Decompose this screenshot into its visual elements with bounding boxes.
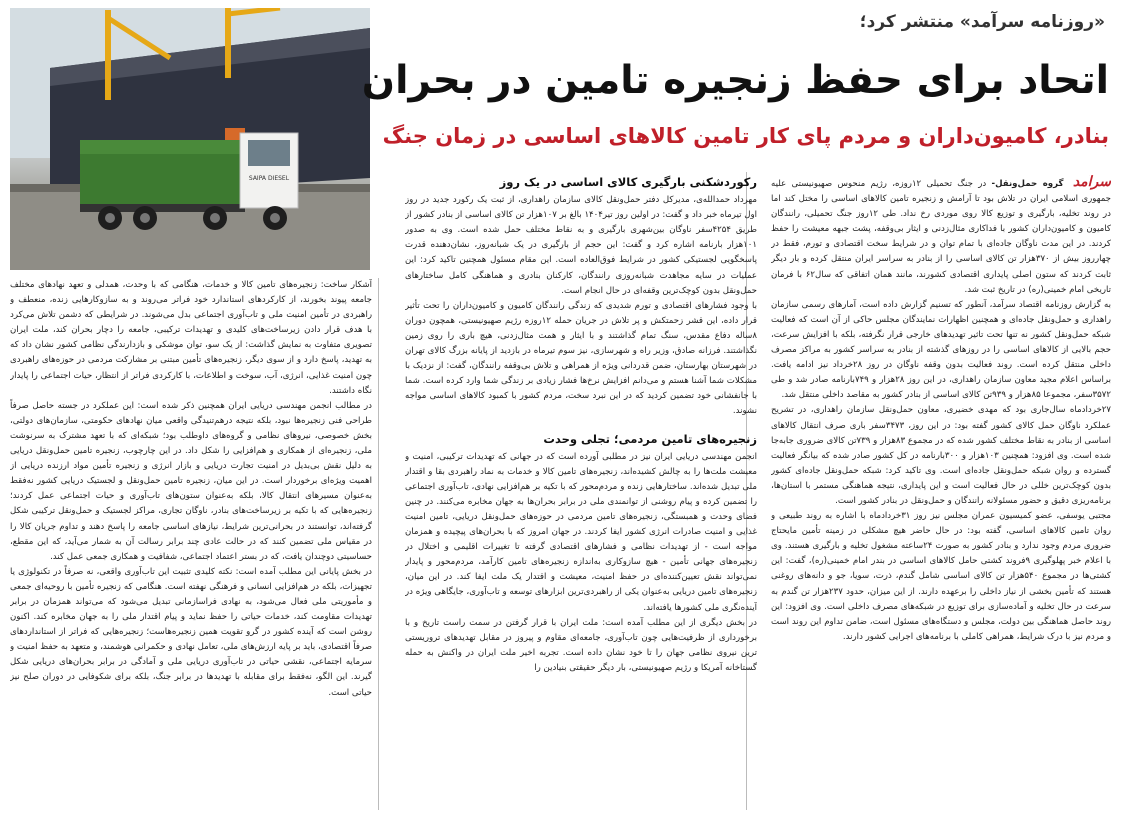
article-subheadline: بنادر، کامیون‌داران و مردم پای کار تامین کالاهای اساسی در زمان جنگ <box>382 124 1109 148</box>
paragraph: به گزارش روزنامه اقتصاد سرآمد، آنطور که تسنیم گزارش داده است، آمارهای رسمی سازمان راهداری و حمل‌ونقل جاده‌ای و همچنین اظهارات نمایندگان مجلس حاکی از آن است که فعالیت شبکه حمل‌ونقل کشور نه تنها تحت تاثیر تهدیدهای خارجی قرار نگرفته، بلکه با افزایش سرعت، حجم بالایی از کالاهای اساسی را در روزهای گذشته از بنادر به سراسر کشور به مراکز مصرف داخلی منتقل کرده است. روند فعالیت بدون وقفه ناوگان در روز ۲۸خرداد نیز ادامه یافت. براساس اعلام مجید معاون سازمان راهداری، در این روز ۲۸هزار و ۷۴۹بارنامه صادر شد و طی ۳۵۷۲سفر، مجموعا ۸۵هزار و ۹۳۹تن کالای اساسی از بنادر کشور به مقاصد داخلی منتقل شد. <box>771 299 1111 401</box>
lead-paragraph <box>771 175 1111 298</box>
paragraph: انجمن مهندسی دریایی ایران نیز در مطلبی آورده است که در جهانی که تهدیدات ترکیبی، امنیت و معیشت ملت‌ها را به چالش کشیده‌اند، زنجیره‌های تامین کالا و خدمات به نماد راهبردی بقا و اقتدار ملی تبدیل شده‌اند. ساختارهایی زنده و مردم‌محور که با تکیه بر هم‌افزایی نهادی، تاب‌آوری اجتماعی را تضمین کرده و پیام روشنی از توانمندی ملی در برابر بحران‌ها به جهان مخابره می‌کنند. در چنین فضای وحدت و همبستگی، زنجیره‌های تامین مردمی در حوزه‌های حمل‌ونقل دریایی، تامین امنیت غذایی و امنیت صادرات انرژی کشور ایفا کردند. در جهان امروز که با بحران‌های پیچیده و همزمان مواجه است - از تهدیدات نظامی و فشارهای اقتصادی گرفته تا تغییرات اقلیمی و اختلال در زنجیره‌های جهانی تأمین - هیچ سازوکاری به‌اندازه زنجیره‌های تامین کارآمد، مردم‌محور و پایدار نمی‌تواند نقش تعیین‌کننده‌ای در حفظ امنیت، معیشت و اقتدار یک ملت ایفا کند. در این میان، زنجیره‌های تامین دریایی به‌عنوان یکی از راهبردی‌ترین ابزارهای توسعه و تاب‌آوری، جایگاهی ویژه در آینده‌نگری ملی کشورها یافته‌اند. <box>405 451 757 613</box>
port-truck-photo <box>10 8 370 270</box>
article-column-1 <box>771 175 1111 815</box>
section-heading: زنجیره‌های تامین مردمی؛ تجلی وحدت <box>543 431 757 446</box>
paragraph: در بخش پایانی این مطلب آمده است: نکته کلیدی تثبیت این تاب‌آوری واقعی، نه صرفاً در تکنولوژی یا تجهیزات، بلکه در هم‌افزایی انسانی و فرهنگی نهفته است. هنگامی که زنجیره تأمین با روحیه‌ای جمعی و مأموریتی ملی فعال می‌شود، به نهادی فراسازمانی تبدیل می‌شود که می‌تواند همزمان در برابر تهدیدات مقاومت کند، خدمات حیاتی را حفظ نماید و پیام اقتدار ملی را به جهان مخابره کند. اکنون روشن است که آینده کشور در گرو تقویت همین زنجیره‌هاست؛ زنجیره‌هایی که فراتر از استانداردهای صرفاً اقتصادی، باید بر پایه ارزش‌های ملی، تعامل نهادی و حکمرانی هوشمند، و متعهد به حفظ امنیت و سرمایه اجتماعی، نقشی حیاتی در تاب‌آوری دریایی ملی و آمادگی در برابر بحران‌های دریایی شکل گیرند. این الگو، نه‌فقط برای مقابله با تهدیدها در برابر جنگ، بلکه برای شکوفایی در دوران صلح نیز حیاتی است. <box>10 566 372 698</box>
article-column-2 <box>405 175 757 815</box>
brand-logo-text: سرآمد <box>1072 175 1111 190</box>
truck-brand-text: SAIPA DIESEL <box>248 175 290 182</box>
paragraph: ۲۷خردادماه سال‌جاری بود که مهدی خضیری، معاون حمل‌ونقل سازمان راهداری، در تشریح عملکرد ناوگان حمل کالای کشور گفته بود: در این روز، ۳۴۷۳سفر باری صرف انتقال کالاهای اساسی از بنادر به نقاط مختلف کشور شده که در مجموع ۸۳هزار و ۷۳۹تن کالای ضروری جابه‌جا شده است. وی افزود: همچنین ۱۰۳هزار و ۳۰۰بارنامه در کل کشور صادر شده که بیانگر فعالیت گسترده و روان شبکه حمل‌ونقل جاده‌ای است. وی تاکید کرد: شبکه حمل‌ونقل جاده‌ای کشور بدون کوچک‌ترین خللی در حال فعالیت است و این پایداری، نتیجه هماهنگی مستمر با استان‌ها، برنامه‌ریزی دقیق و حضور مسئولانه رانندگان و حمل‌ونقل در بنادر کشور است. <box>771 405 1111 506</box>
article-headline: اتحاد برای حفظ زنجیره تامین در بحران <box>361 58 1109 103</box>
column-divider <box>378 278 379 810</box>
paragraph-text: در جنگ تحمیلی ۱۲روزه، رژیم منحوس صهیونیستی علیه جمهوری اسلامی ایران در تلاش بود تا آرامش و زنجیره تامین کالاهای اساسی را مختل کند اما در روند تخلیه، بارگیری و توزیع کالا روی موردی رخ نداد. طی ۱۲روز جنگ تحمیلی، رانندگان کامیون و کامیون‌داران کشور با فداکاری مثال‌زدنی و ایثار بی‌وقفه، پشت جبهه معیشت را حفظ کردند. در این مدت ناوگان جاده‌ای با تمام توان و در شرایط سخت اقتصادی و تورم، فقط در چهارروز بیش از ۳۷۰هزار تن کالای اساسی را از بنادر به سراسر ایران منتقل کرده و بار دیگر ثابت کردند که ستون اصلی پایداری اقتصادی کشورند، مانند همان اتفاقی که سال۶۲ با فرمان تاریخی امام خمینی(ره) در تاریخ ثبت شد. <box>771 179 1111 295</box>
paragraph: در مطالب انجمن مهندسی دریایی ایران همچنین ذکر شده است: این عملکرد در جسته حاصل صرفاً طراحی فنی زنجیره‌ها نبود، بلکه نتیجه درهم‌تنیدگی واقعی میان نهادهای حکومتی، سازمان‌های دولتی، بخش خصوصی، نیروهای نظامی و گروه‌های داوطلب بود؛ شبکه‌ای که با تعهد مشترک به سرنوشت ملی، زنجیره‌ای از همکاری و هم‌افزایی را شکل داد. در این چارچوب، زنجیره تامین حمل‌ونقل دریایی به دلیل نقش بی‌بدیل در امنیت تجارت دریایی و بازار انرژی و زنجیره تأمین مواد ارزنده دریایی از اهمیت ویژه‌ای برخوردار است. در این میان، زنجیره تامین حمل‌ونقل و لجستیک دریایی کشور نه‌فقط به‌عنوان مسیرهای انتقال کالا، بلکه به‌عنوان ستون‌های تاب‌آوری و حیات اجتماعی عمل کردند؛ زنجیره‌هایی که با تکیه بر زیرساخت‌های بنادر، ناوگان تجاری، مراکز لجستیک و حمل‌ونقل ترکیبی شکل گرفته‌اند، توانستند در بحرانی‌ترین شرایط، نیازهای اساسی جامعه را پاسخ دهند و تداوم جریان کالا را در مقیاس ملی تضمین کنند که در حالت عادی چند برابر رسالت آن به شمار می‌آید، که این مقطع، حساسیتی دوچندان یافت، که در بستر اعتماد اجتماعی، شفافیت و همکاری جمعی عمل کند. <box>10 400 372 562</box>
section-heading: رکوردشکنی بارگیری کالای اساسی در یک روز <box>499 175 757 189</box>
lead-label: گروه حمل‌ونقل- <box>991 179 1064 189</box>
article-column-3 <box>10 278 372 815</box>
paragraph: مجتبی یوسفی، عضو کمیسیون عمران مجلس نیز روز ۳۱خردادماه با اشاره به روند طبیعی و روان تامین کالاهای اساسی، گفته بود: در حال حاضر هیچ مشکلی در زمینه تأمین مایحتاج ضروری مردم وجود ندارد و بنادر کشور به صورت ۲۴ساعته مشغول تخلیه و بارگیری هستند. وی با اعلام خبر پهلوگیری ۹فروند کشتی حامل کالاهای اساسی در بندر امام خمینی(ره)، گفت: این کشتی‌ها در مجموع ۵۴۰هزار تن کالای اساسی شامل گندم، ذرت، سویا، جو و دانه‌های روغنی هستند که تأمین بخشی از نیاز داخلی را برعهده دارند. از این میزان، حدود ۲۳۷هزار تن گندم به سرعت در حال تخلیه و آماده‌سازی برای توزیع در شبکه‌های مصرف داخلی است. وی افزود: این روند حاصل هماهنگی بین دولت، مجلس و دستگاه‌های مسئول است، ضامن تداوم این روند است و مردم نیز با درک شرایط، همراهی کاملی با برنامه‌های اجرایی کشور دارند. <box>771 511 1111 642</box>
paragraph: آشکار ساخت: زنجیره‌های تامین کالا و خدمات، هنگامی که با وحدت، همدلی و تعهد نهادهای مختلف جامعه پیوند بخورند، از کارکردهای استاندارد خود فراتر می‌روند و به سازوکارهایی زنده، منعطف و راهبردی در تأمین امنیت ملی و تاب‌آوری اجتماعی بدل می‌شوند. در شرایطی که دشمن تلاش می‌کرد با هدف قرار دادن زیرساخت‌های کلیدی و تهدیدات ترکیبی، جامعه را دچار بحران کند، ملت ایران تصویری متفاوت به نمایش گذاشت: از یک سو، توان موشکی و بازدارندگی نظامی کشور نشان داد که به تهدید، پاسخ دارد و از سوی دیگر، زنجیره‌های تأمین مبتنی بر مشارکت مردمی در حوزه‌های راهبردی چون امنیت غذایی، انرژی، آب، سوخت و اطلاعات، با کارکردی فراتر از انتظار، حیات اجتماعی را پایدار نگاه داشتند. <box>10 280 372 396</box>
article-kicker: «روزنامه سرآمد» منتشر کرد؛ <box>859 12 1105 32</box>
paragraph: با وجود فشارهای اقتصادی و تورم شدیدی که زندگی رانندگان کامیون و کامیون‌داران را تحت تأثیر قرار داده، این قشر زحمتکش و پر تلاش در جریان حمله ۱۲روزه رژیم صهیونیستی، همچون دوران ۸ساله دفاع مقدس، سنگ تمام گذاشتند و با ایثار و همت مثال‌زدنی، هیچ باری را روی زمین نگذاشتند. فرزانه صادق، وزیر راه و شهرسازی، نیز سوم تیرماه در بازدید از پایانه بزرگ کالای تهران در شهرستان بهارستان، ضمن قدردانی ویژه از همراهی و تلاش بی‌وقفه رانندگان، گفت: از نزدیک با مشکلات شما آشنا هستم و می‌دانم افزایش نرخ‌ها فشار زیادی بر زندگی شما وارد کرده است. شما با جانفشانی خود تضمین کردید که در این نبرد سخت، مردم کشور با کمبود کالاهای اساسی مواجه نشوند. <box>405 300 757 417</box>
paragraph: مهرداد حمدالله‌ی، مدیرکل دفتر حمل‌ونقل کالای سازمان راهداری، از ثبت یک رکورد جدید در روز اول تیرماه خبر داد و گفت: در اولین روز تیر۱۴۰۴ بالغ بر ۱۰۷هزار تن کالای اساسی از بنادر کشور از طریق ۴۲۵۴سفر ناوگان بین‌شهری بارگیری و به نقاط مختلف حمل شده است. وی به صدور ۱۰۱هزار بارنامه اشاره کرد و گفت: این حجم از بارگیری در یک شبانه‌روز، نشان‌دهنده قدرت پاسخگویی لجستیکی کشور در شرایط فوق‌العاده است. این مقام مسئول همچنین تاکید کرد: این عملیات در سایه مجاهدت شبانه‌روزی رانندگان، کارکنان بنادری و هماهنگی کامل ساختارهای حمل‌ونقل بدون کوچک‌ترین وقفه‌ای در حال انجام است. <box>405 195 757 296</box>
paragraph: در بخش دیگری از این مطلب آمده است: ملت ایران با قرار گرفتن در سمت راست تاریخ و با برخورداری از ظرفیت‌هایی چون تاب‌آوری، جامعه‌ای مقاوم و پیروز در مقابل تهدیدهای تروریستی ترین نیروی نظامی جهان را تا خود نشان داده است. تجربه اخیر ملت ایران در واکنش به حمله گستاخانه آمریکا و رژیم صهیونیستی، بار دیگر حقیقتی بنیادین را <box>405 617 757 673</box>
port-truck-illustration <box>10 8 370 270</box>
